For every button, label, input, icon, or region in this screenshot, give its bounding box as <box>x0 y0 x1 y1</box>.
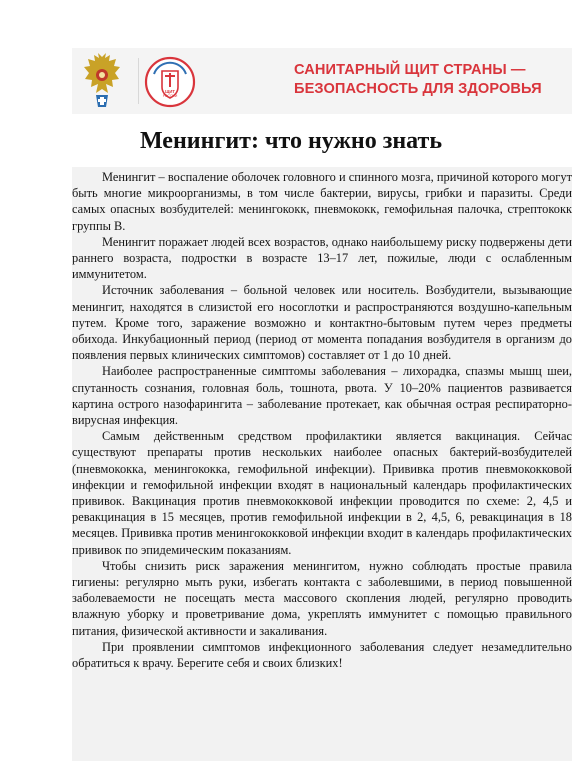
header-banner <box>72 48 572 114</box>
shield-logo-text-2: РОССИИ <box>162 94 178 98</box>
banner-slogan-line2: БЕЗОПАСНОСТЬ ДЛЯ ЗДОРОВЬЯ <box>294 81 542 97</box>
paragraph-risk-groups: Менингит поражает людей всех возрастов, однако наибольшему риску подвержены дети раннего возраста, подростки в возрасте 13–17 лет, пожилые, люди с ослабленным иммунитетом. <box>72 234 572 282</box>
shield-logo-icon <box>144 56 196 108</box>
paragraph-transmission: Источник заболевания – больной человек или носитель. Возбудители, вызывающие менингит, находятся в слизистой его носоглотки и распространяются воздушно-капельным путем. Кроме того, заражение возможно и контактно-бытовым путем через предметы обихода. Инкубационный период (период от момента попадания возбудителя в организм до появления первых клинических симптомов) составляет от 1 до 10 дней. <box>72 283 572 363</box>
paragraph-hygiene: Чтобы снизить риск заражения менингитом, нужно соблюдать простые правила гигиены: регулярно мыть руки, избегать контакта с заболевшими, в период повышенной заболеваемости не посещать места массового скопления людей, регулярно проводить влажную уборку и проветривание дома, укреплять иммунитет с помощью правильного питания, физической активности и закаливания. <box>72 558 572 638</box>
banner-divider <box>138 58 139 104</box>
coat-of-arms-emblem-icon <box>82 51 122 109</box>
banner-slogan <box>294 61 542 99</box>
paragraph-definition: Менингит – воспаление оболочек головного и спинного мозга, причиной которого могут быть многие микроорганизмы, в том числе бактерии, вирусы, грибки и паразиты. Среди самых опасных возбудителей: менингококк, пневмококк, гемофильная палочка, стрептококк группы В. <box>72 170 572 233</box>
paragraph-advice: При проявлении симптомов инфекционного заболевания следует незамедлительно обратиться к врачу. Берегите себя и своих близких! <box>72 639 572 671</box>
page-title: Менингит: что нужно знать <box>139 128 443 154</box>
banner-slogan-line1: САНИТАРНЫЙ ЩИТ СТРАНЫ — <box>294 62 526 78</box>
article-body <box>72 167 572 761</box>
shield-logo-text: ЩИТ <box>165 89 175 94</box>
paragraph-symptoms: Наиболее распространенные симптомы заболевания – лихорадка, спазмы мышц шеи, спутанность сознания, головная боль, тошнота, рвота. У 10–20% пациентов развивается картина острого назофарингита – заболевание протекает, как обычная острая респираторно-вирусная инфекция. <box>72 364 572 428</box>
paragraph-vaccination: Самым действенным средством профилактики является вакцинация. Сейчас существуют препараты против нескольких наиболее опасных бактерий-возбудителей (пневмококка, менингококка, гемофильной инфекции). Прививка против пневмококковой инфекции и гемофильной инфекции входят в национальный календарь профилактических прививок. Вакцинация против пневмококковой инфекции проводится по схеме: 2, 4,5 и ревакцинация в 15 месяцев, против гемофильной инфекции в 2, 4,5, 6, ревакцинация в 18 месяцев. Прививка против менингококковой инфекции входит в календарь профилактических прививок по эпидемическим показаниям. <box>72 429 572 557</box>
